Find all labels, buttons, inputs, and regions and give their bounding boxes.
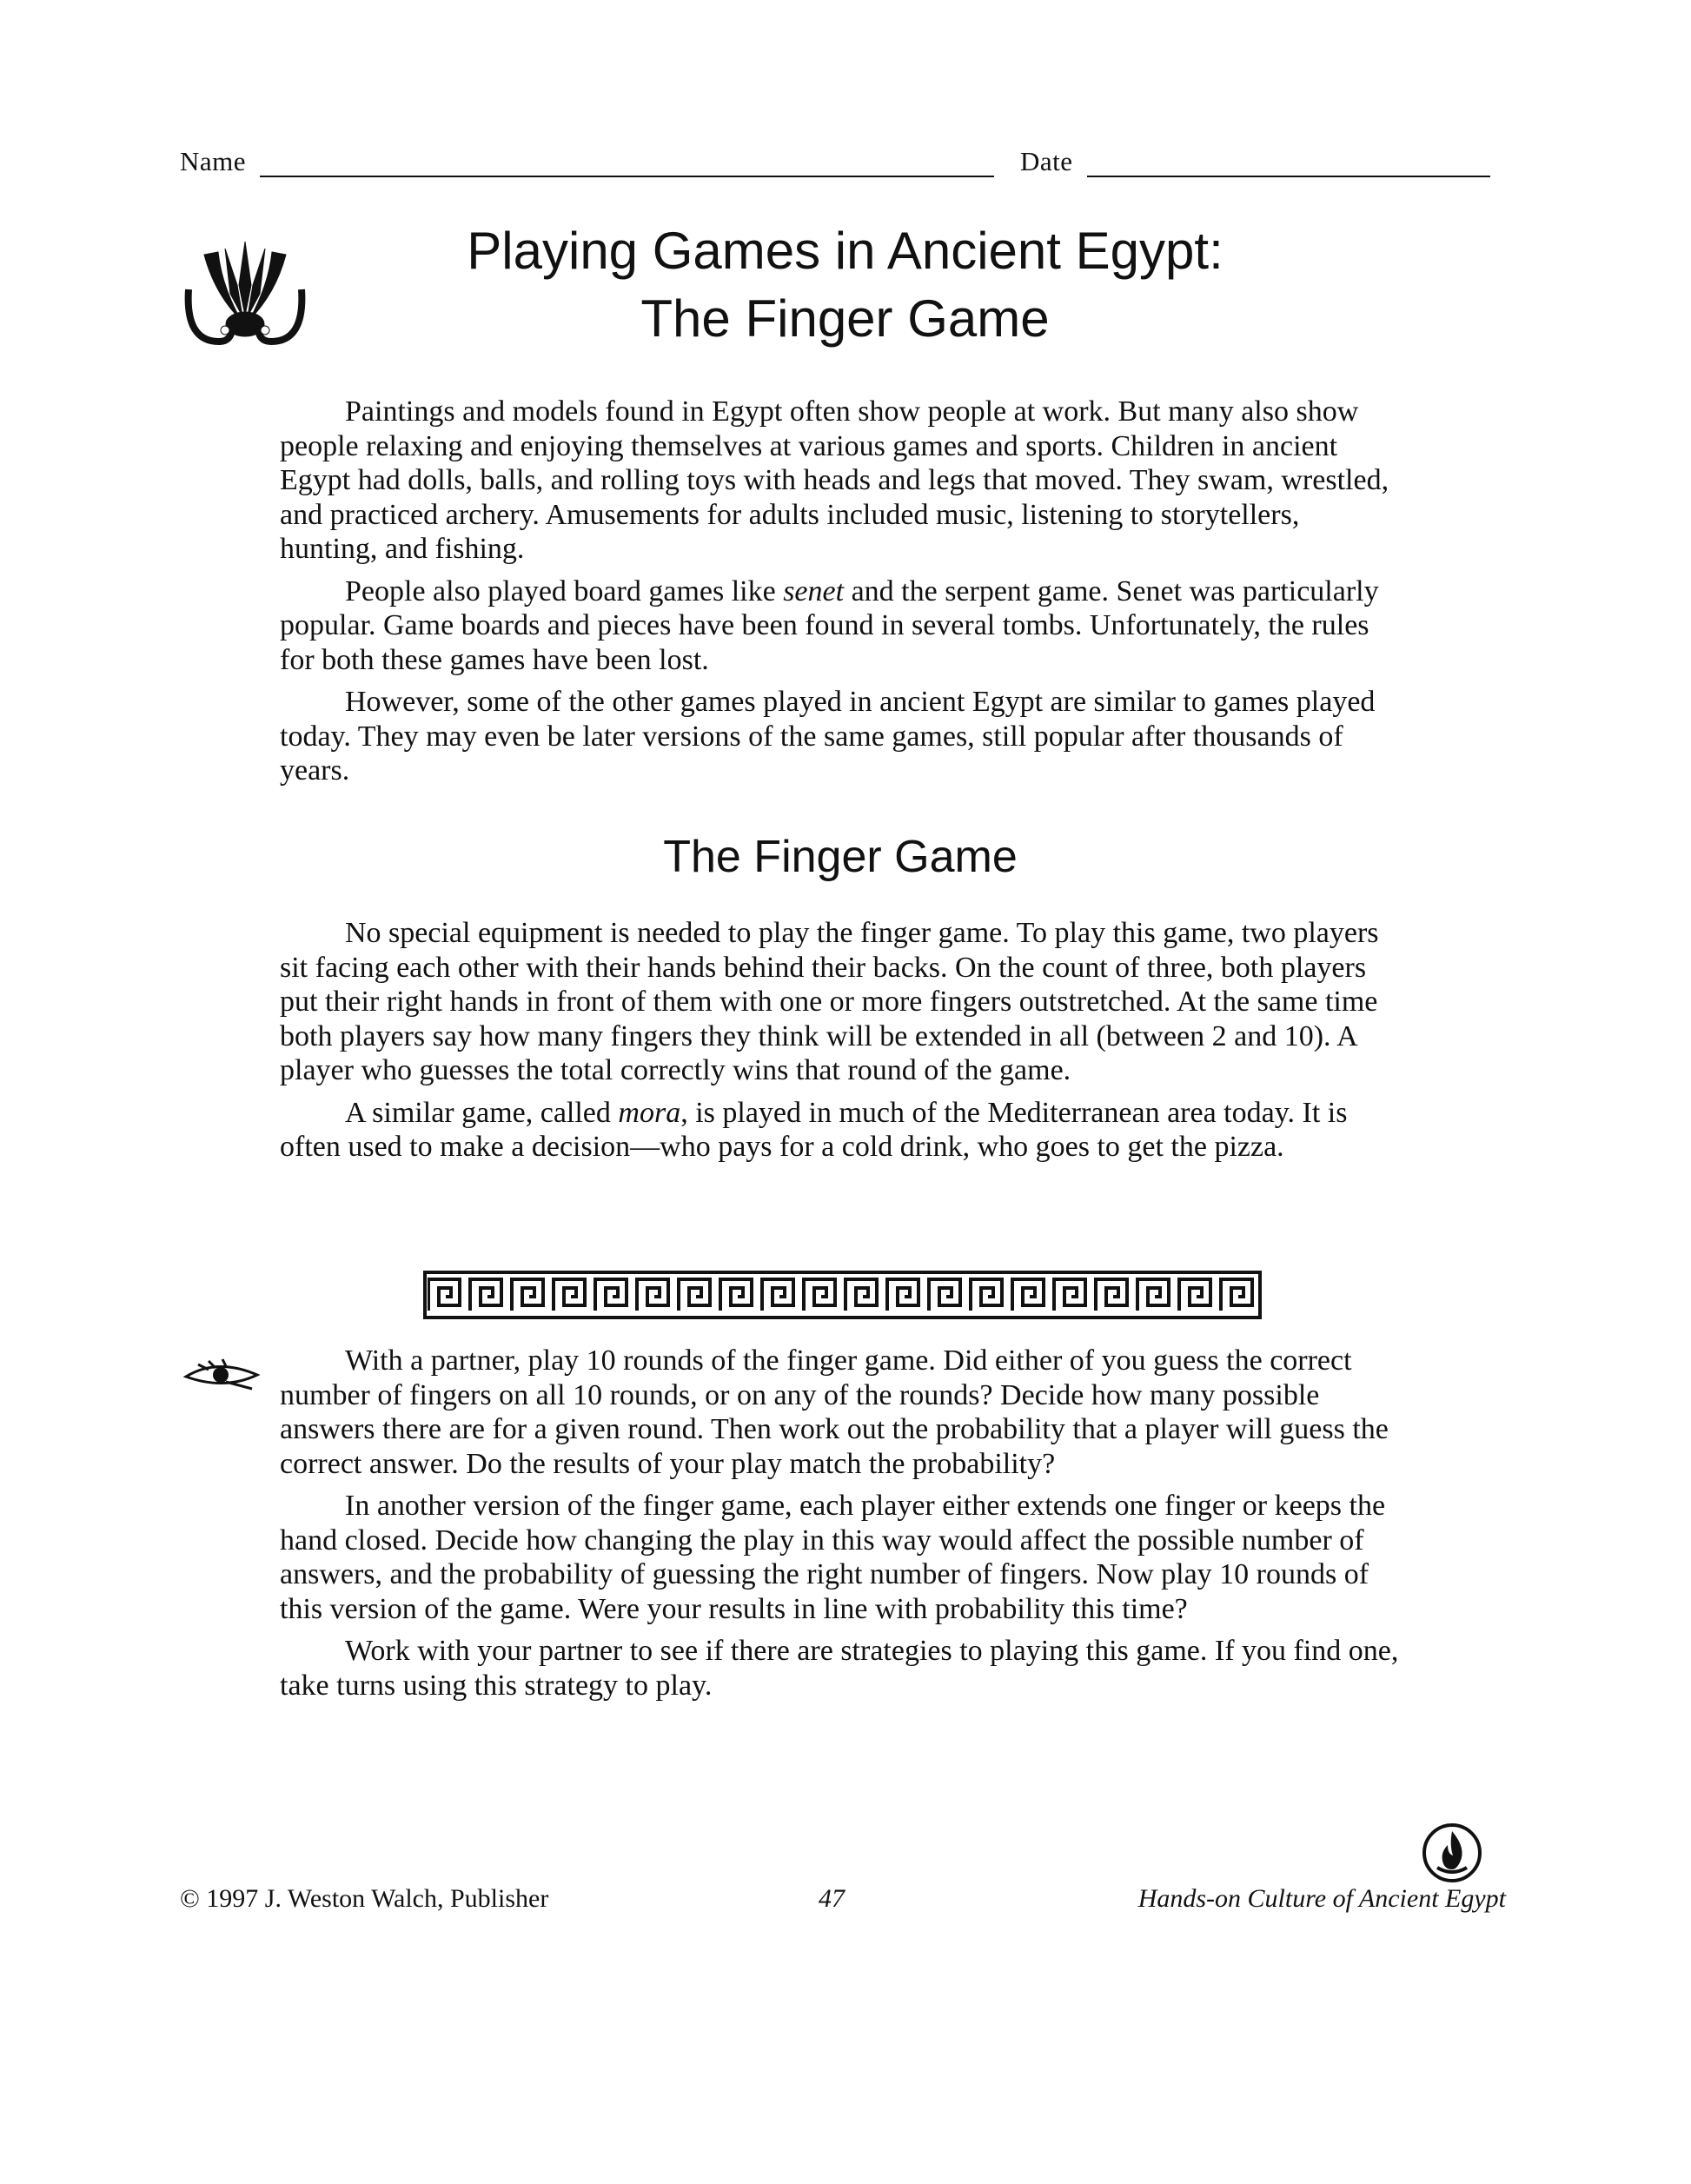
- flame-logo-icon: [1422, 1822, 1482, 1883]
- activity-paragraph-3: Work with your partner to see if there are strategies to playing this game. If you find one, take turns using this strategy to play.: [280, 1635, 1399, 1702]
- intro-paragraph-3: However, some of the other games played in ancient Egypt are similar to games played today. They may even be later versions of the same games, still popular after thousands of years.: [280, 686, 1376, 787]
- book-title: Hands-on Culture of Ancient Egypt: [1137, 1884, 1506, 1913]
- page-number: 47: [819, 1884, 845, 1913]
- section-heading: The Finger Game: [663, 832, 1018, 882]
- title-line-1: Playing Games in Ancient Egypt:: [467, 222, 1223, 280]
- name-field-line[interactable]: [260, 149, 994, 177]
- name-date-header: [180, 146, 1509, 177]
- title-line-2: The Finger Game: [640, 289, 1050, 348]
- finger-game-paragraph-2: A similar game, called mora, is played in much of the Mediterranean area today. It is often used to make a decision—who pays for a cold drink, who goes to get the pizza.: [280, 1096, 1348, 1163]
- activity-paragraph-2: In another version of the finger game, each player either extends one finger or keeps the hand closed. Decide how changing the play in this way would affect the possible number of answers, and the probability of guessing the right number of fingers. Now play 10 rounds of this version of the game. Were your results in line with probability this time?: [280, 1490, 1386, 1625]
- greek-key-border: [423, 1271, 1262, 1319]
- intro-paragraph-1: Paintings and models found in Egypt often show people at work. But many also show people relaxing and enjoying themselves at various games and sports. Children in ancient Egypt had dolls, balls, and rolling toys with heads and legs that moved. They swam, wrestled, and practiced archery. Amusements for adults included music, listening to storytellers, hunting, and fishing.: [280, 395, 1389, 565]
- name-label: Name: [180, 146, 247, 176]
- intro-paragraph-2: People also played board games like senet and the serpent game. Senet was particularly popular. Game boards and pieces have been found in several tombs. Unfortunately, the rules for both these games have been lost.: [280, 574, 1379, 676]
- finger-game-section: [280, 916, 1401, 1172]
- activity-section: [280, 1344, 1401, 1710]
- intro-section: [280, 395, 1401, 796]
- date-field-line[interactable]: [1087, 149, 1490, 177]
- lotus-icon: [180, 233, 310, 355]
- activity-paragraph-1: With a partner, play 10 rounds of the finger game. Did either of you guess the correct number of fingers on all 10 rounds, or on any of the rounds? Decide how many possible answers there are for a given round. Then work out the probability that a player will guess the correct answer. Do the results of your play match the probability?: [280, 1344, 1389, 1480]
- finger-game-paragraph-1: No special equipment is needed to play the finger game. To play this game, two players sit facing each other with their hands behind their backs. On the count of three, both players put their right hands in front of them with one or more fingers outstretched. At the same time both players say how many fingers they think will be extended in all (between 2 and 10). A player who guesses the total correctly wins that round of the game.: [280, 917, 1379, 1086]
- page-title: [304, 217, 1386, 353]
- eye-icon: [182, 1356, 261, 1394]
- date-label: Date: [1020, 146, 1073, 176]
- page-footer: [180, 1884, 1506, 1922]
- copyright-notice: © 1997 J. Weston Walch, Publisher: [180, 1884, 549, 1913]
